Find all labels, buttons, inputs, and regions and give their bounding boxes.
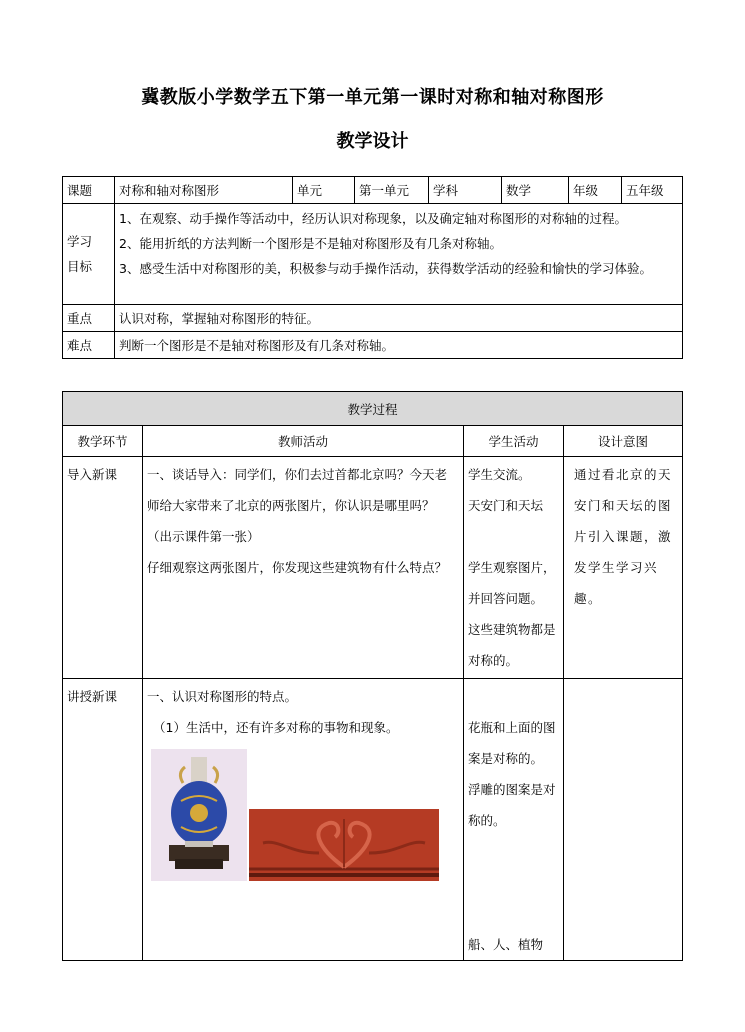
table-row	[63, 679, 683, 961]
student-text: 这些建筑物都是对称的。	[468, 622, 556, 668]
teacher-text: 一、认识对称图形的特点。	[147, 689, 298, 704]
student-text: 花瓶和上面的图案是对称的。	[468, 720, 556, 766]
document-title: 冀教版小学数学五下第一单元第一课时对称和轴对称图形	[141, 87, 604, 108]
relief-carving-image	[249, 809, 439, 881]
topic-label: 课题	[63, 177, 115, 204]
objectives-list	[115, 204, 683, 305]
info-row-key	[63, 305, 683, 332]
grade-label: 年级	[569, 177, 622, 204]
column-teacher: 教师活动	[143, 426, 464, 457]
student-text: 船、人、植物	[468, 937, 544, 952]
lesson-info-table	[62, 176, 683, 359]
info-row-objectives	[63, 204, 683, 305]
vase-icon	[151, 749, 247, 881]
teacher-text: 仔细观察这两张图片，你发现这些建筑物有什么特点？	[147, 560, 448, 575]
grade-value: 五年级	[622, 177, 683, 204]
teacher-activity-new	[143, 679, 464, 961]
unit-label: 单元	[293, 177, 355, 204]
stage-new-lesson: 讲授新课	[63, 679, 143, 961]
subject-label: 学科	[429, 177, 502, 204]
column-stage: 教学环节	[63, 426, 143, 457]
spacer	[468, 836, 559, 929]
key-value: 认识对称，掌握轴对称图形的特征。	[115, 305, 683, 332]
student-activity-intro	[464, 457, 564, 679]
design-intent-new	[564, 679, 683, 961]
process-header: 教学过程	[63, 392, 683, 426]
example-images	[147, 749, 459, 889]
objectives-label	[63, 204, 115, 305]
stage-intro: 导入新课	[63, 457, 143, 679]
student-text: 浮雕的图案是对称的。	[468, 782, 556, 828]
subject-value: 数学	[502, 177, 569, 204]
spacer	[468, 681, 559, 712]
objective-item: 1、在观察、动手操作等活动中，经历认识对称现象，以及确定轴对称图形的对称轴的过程。	[119, 211, 627, 226]
unit-value: 第一单元	[355, 177, 429, 204]
info-row-topic	[63, 177, 683, 204]
carving-pattern-icon	[249, 809, 439, 881]
student-text: 学生观察图片，并回答问题。	[468, 560, 556, 606]
objectives-label-line-2: 目标	[67, 259, 93, 274]
key-label: 重点	[63, 305, 115, 332]
table-row	[63, 457, 683, 679]
student-text: 学生交流。	[468, 467, 531, 482]
difficulty-label: 难点	[63, 332, 115, 359]
objectives-label-line-1: 学习	[67, 234, 93, 249]
teacher-text: 一、谈话导入：同学们，你们去过首都北京吗？今天老师给大家带来了北京的两张图片，你认识是哪里吗？（出示课件第一张）	[147, 467, 448, 544]
column-intent: 设计意图	[564, 426, 683, 457]
teaching-process-table	[62, 391, 683, 961]
objective-item: 3、感受生活中对称图形的美，积极参与动手操作活动，获得数学活动的经验和愉快的学习体验。	[119, 261, 652, 276]
difficulty-value: 判断一个图形是不是轴对称图形及有几条对称轴。	[115, 332, 683, 359]
spacer	[468, 521, 559, 552]
document-subtitle: 教学设计	[336, 131, 409, 152]
info-row-difficulty	[63, 332, 683, 359]
objective-item: 2、能用折纸的方法判断一个图形是不是轴对称图形及有几条对称轴。	[119, 236, 502, 251]
topic-value: 对称和轴对称图形	[115, 177, 293, 204]
process-column-headers	[63, 426, 683, 457]
column-student: 学生活动	[464, 426, 564, 457]
vase-image	[151, 749, 247, 881]
student-activity-new	[464, 679, 564, 961]
design-intent-intro: 通过看北京的天安门和天坛的图片引入课题，激发学生学习兴趣。	[564, 457, 683, 679]
teacher-text: （1）生活中，还有许多对称的事物和现象。	[153, 720, 399, 735]
teacher-activity-intro	[143, 457, 464, 679]
student-text: 天安门和天坛	[468, 498, 544, 513]
